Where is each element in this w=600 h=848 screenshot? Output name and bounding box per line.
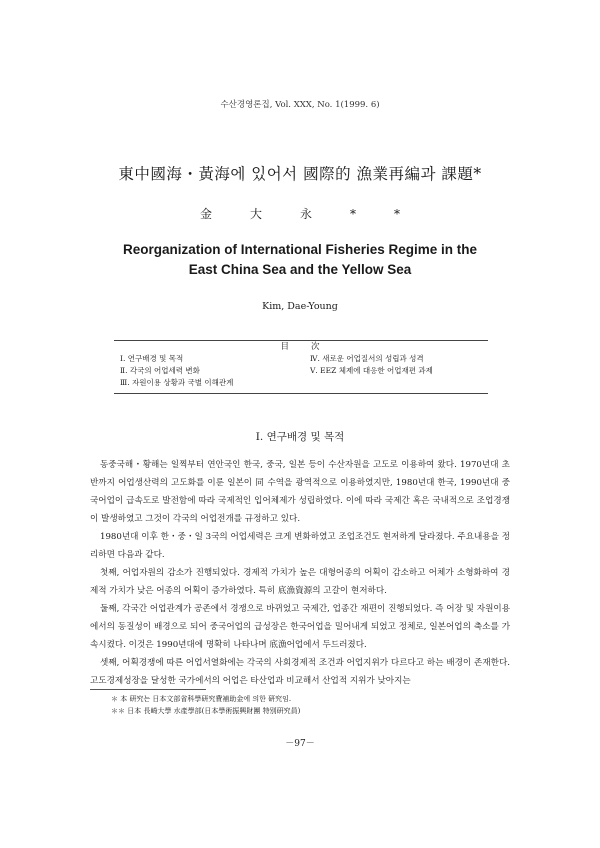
body-text — [90, 456, 510, 690]
title-english-line-1: Reorganization of International Fisheries Regime in the — [122, 242, 478, 257]
toc-left-column — [120, 353, 233, 389]
toc-heading-wrapper — [114, 334, 488, 353]
title-english — [0, 240, 600, 280]
paragraph: 셋째, 어획경쟁에 따른 어업서열화에는 각국의 사회경제적 조건과 어업지위가 다르다고 하는 배경이 존재한다. 고도경제성장을 달성한 국가에서의 어업은 타산업과 비교해서 산업적 지위가 낮아지는 — [90, 658, 510, 686]
journal-citation: 수산경영론집, Vol. XXX, No. 1(1999. 6) — [220, 100, 380, 110]
toc-item: Ⅴ. EEZ 체제에 대응한 어업재편 과제 — [310, 366, 433, 375]
author-korean: 金大永** — [199, 207, 438, 221]
toc-item: Ⅰ. 연구배경 및 목적 — [120, 354, 184, 363]
footnote: ＊＊ 日本 長崎大學 水產學部(日本學術振興財團 特別硏究員) — [111, 707, 301, 715]
paragraph: 1980년대 이후 한・중・일 3국의 어업세력은 크게 변화하였고 조업조건도 현저하게 달라졌다. 주요내용을 정리하면 다음과 같다. — [90, 532, 510, 560]
toc-heading: 目次 — [250, 342, 351, 352]
footnotes — [111, 693, 300, 717]
section-heading: Ⅰ. 연구배경 및 목적 — [255, 431, 345, 443]
page-number: －97－ — [285, 739, 315, 749]
footnote-divider — [90, 689, 206, 690]
toc-item: Ⅱ. 각국의 어업세력 변화 — [120, 366, 200, 375]
author-english: Kim, Dae-Young — [262, 301, 338, 312]
footnote: ＊ 本 硏究는 日本文部省科學硏究費補助金에 의한 硏究임. — [111, 695, 292, 703]
title-korean: 東中國海・黃海에 있어서 國際的 漁業再編과 課題* — [118, 165, 482, 183]
title-english-line-2: East China Sea and the Yellow Sea — [188, 262, 412, 277]
paragraph: 동중국해・황해는 일찍부터 연안국인 한국, 중국, 일본 등이 수산자원을 고도로 이용하여 왔다. 1970년대 초반까지 어업생산력의 고도화를 이룬 일본이 同 수역을 광역적으로 이용하였지만, 1980년대 한국, 1990년대 중국어업이 급속도로 발전함에 따라 국제적인 입어체제가 성립하였다. 이에 따라 국제간 혹은 국내적으로 조업경쟁이 발생하였고 그것이 각국의 어업전개를 규정하고 있다. — [90, 460, 510, 524]
table-of-contents — [114, 340, 488, 394]
paragraph: 둘째, 각국간 어업관계가 공존에서 경쟁으로 바뀌었고 국제간, 업종간 재편이 진행되었다. 즉 어장 및 자원이용에서의 동질성이 배경으로 되어 중국어업의 급성장은 한국어업을 밀어내게 되었고 정체로, 일본어업의 축소를 가속시켰다. 이것은 1990년대에 명확히 나타나며 底漁어업에서 두드러졌다. — [90, 604, 510, 650]
toc-item: Ⅳ. 새로운 어업질서의 성립과 성격 — [310, 354, 424, 363]
toc-right-column — [310, 353, 433, 377]
paragraph: 첫째, 어업자원의 감소가 진행되었다. 경제적 가치가 높은 대형어종의 어획이 감소하고 어체가 소형화하여 경제적 가치가 낮은 어종의 어획이 증가하였다. 특히 底漁資源의 고갈이 현저하다. — [90, 568, 510, 596]
toc-item: Ⅲ. 자원이용 상황과 국별 이해관계 — [120, 378, 234, 387]
